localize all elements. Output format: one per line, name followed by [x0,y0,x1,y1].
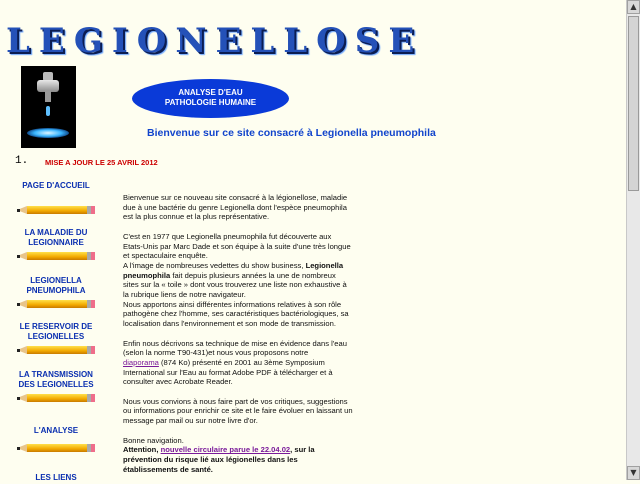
welcome-heading: Bienvenue sur ce site consacré à Legionella pneumophila [147,127,436,139]
pencil-icon [17,300,95,308]
sidebar-item-legionella[interactable] [14,276,98,308]
sidebar-item-liens[interactable] [14,473,98,483]
history-paragraph: C'est en 1977 que Legionella pneumophila fut découverte aux Etats-Unis par Marc Dade et son équipe à la suite d'une très longue et spectaculaire enquête. A l'image de nombreuses vedettes du show business, Legionella pneumophila fait depuis plusieurs années la une de nombreux sites sur la « toile » dont vous trouverez une liste non exhaustive à la rubrique liens de notre navigateur. Nous apportons ainsi différentes informations relatives à son rôle pathogène chez l'homme, ses caractéristiques bactériologiques, sa localisation dans l'environnement et son mode de transmission. [123,231,351,329]
intro-paragraph: Bienvenue sur ce nouveau site consacré à la légionellose, maladie due à une bactérie du genre Legionella dont l'espèce pneumophila est la plus connue et la plus représentative. [123,193,348,222]
sidebar-item-reservoir[interactable] [14,322,98,354]
sidebar-item-maladie[interactable] [14,228,98,260]
water-drop-shape [46,106,50,116]
sidebar-item-accueil[interactable] [14,181,98,214]
analyse-pathologie-button[interactable] [132,79,289,118]
species-name-bold: Legionella pneumophila [123,260,344,280]
sidebar-link-legionella[interactable]: LEGIONELLA PNEUMOPHILA [26,276,86,295]
main-content [123,193,353,484]
diaporama-paragraph: Enfin nous décrivons sa technique de mise en évidence dans l'eau (selon la norme T90-431)et nous vous proposons notre diaporama (874 Ko) présenté en 2001 au 3ème Symposium International sur l'Eau au format Adobe PDF à télécharger et à consulter avec Acrobate Reader. [123,338,347,387]
pencil-icon [17,252,95,260]
sidebar-link-accueil[interactable]: PAGE D'ACCUEIL [22,181,90,190]
attention-label: Attention, [123,445,159,455]
water-splash-shape [27,128,69,138]
circulaire-link[interactable]: nouvelle circulaire parue le 22.04.02 [160,445,291,455]
closing-paragraph: Bonne navigation. Attention, nouvelle circulaire parue le 22.04.02, sur la prévention du risque lié aux légionelles dans les établissements de santé. [123,435,315,474]
sidebar-item-transmission[interactable] [14,370,98,402]
tap-water-image [21,66,76,148]
scroll-up-icon[interactable]: ▲ [627,0,640,14]
scroll-down-icon[interactable]: ▼ [627,466,640,480]
pencil-icon [17,444,95,452]
scroll-thumb[interactable] [628,16,639,191]
pencil-icon [17,346,95,354]
diaporama-link[interactable]: diaporama [123,357,159,367]
sidebar-link-transmission[interactable]: LA TRANSMISSION DES LEGIONELLES [18,370,94,389]
sidebar-link-liens[interactable]: LES LIENS [35,473,77,482]
update-list-number: 1. [15,155,29,167]
feedback-paragraph: Nous vous convions à nous faire part de vos critiques, suggestions ou informations pour enrichir ce site et le faire évoluer en laissant un message par mail ou sur notre livre d'or. [123,396,353,426]
tap-spout-shape [45,90,51,102]
pencil-icon [17,394,95,402]
vertical-scrollbar[interactable] [626,0,640,480]
update-date: MISE A JOUR LE 25 AVRIL 2012 [45,158,158,167]
site-logo: LEGIONELLOSE [6,21,424,61]
oval-button-line1: ANALYSE D'EAU [178,88,243,97]
sidebar-link-reservoir[interactable]: LE RESERVOIR DE LEGIONELLES [19,322,93,341]
oval-button-line2: PATHOLOGIE HUMAINE [164,98,257,107]
sidebar-item-analyse[interactable] [14,426,98,452]
sidebar-link-maladie[interactable]: LA MALADIE DU LEGIONNAIRE [24,228,88,247]
sidebar-link-analyse[interactable]: L'ANALYSE [33,426,79,435]
pencil-icon [17,206,95,214]
